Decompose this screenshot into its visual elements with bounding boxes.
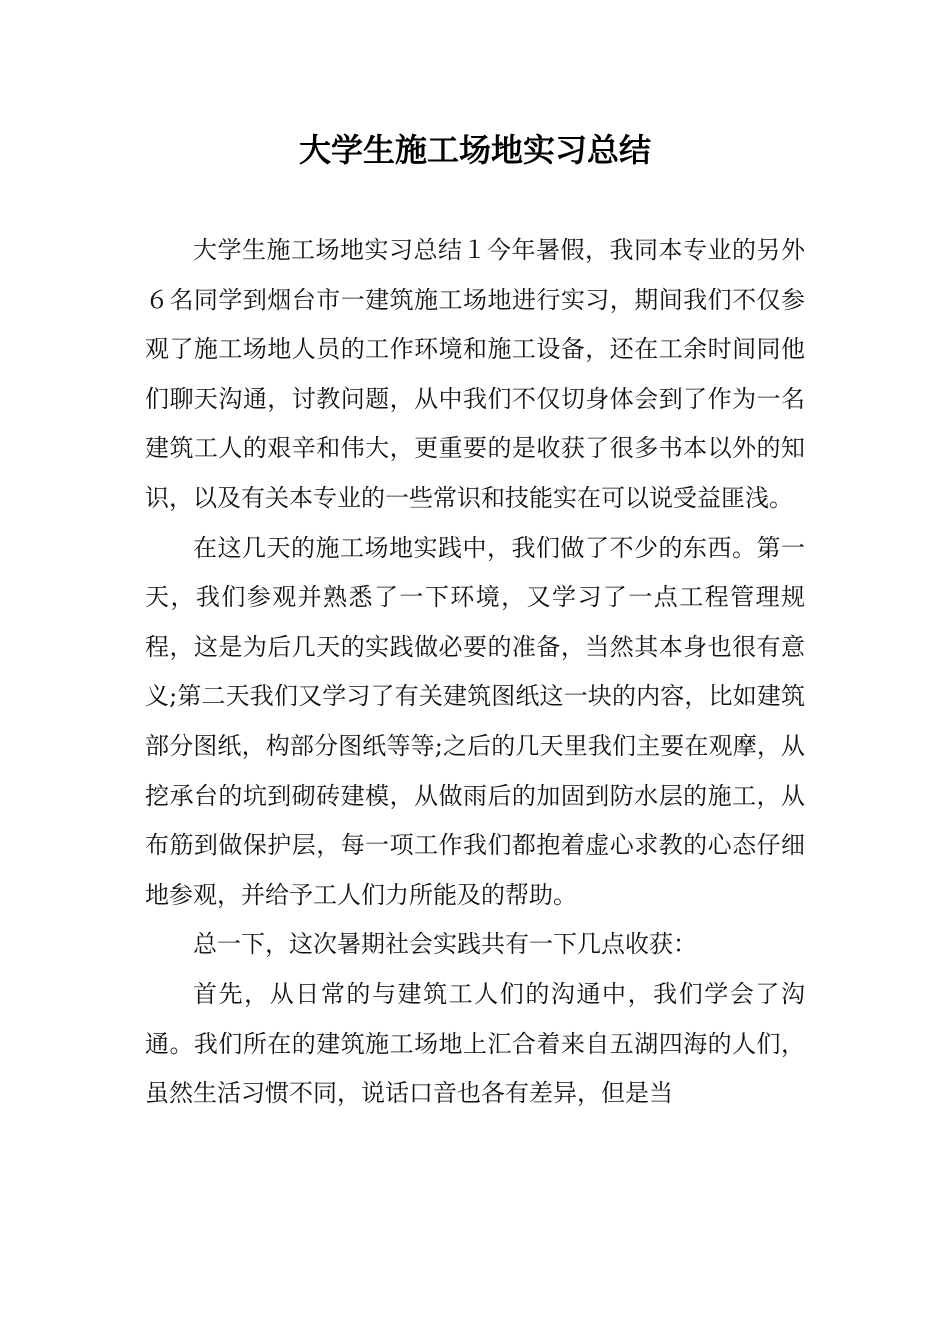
document-body xyxy=(145,226,805,1119)
paragraph-4: 首先，从日常的与建筑工人们的沟通中，我们学会了沟通。我们所在的建筑施工场地上汇合着来自五湖四海的人们，虽然生活习惯不同，说话口音也各有差异，但是当 xyxy=(145,979,805,1108)
document-title: 大学生施工场地实习总结 xyxy=(298,131,651,169)
paragraph-2: 在这几天的施工场地实践中，我们做了不少的东西。第一天，我们参观并熟悉了一下环境，又学习了一点工程管理规程，这是为后几天的实践做必要的准备，当然其本身也很有意义;第二天我们又学习了有关建筑图纸这一块的内容，比如建筑部分图纸，构部分图纸等等;之后的几天里我们主要在观摩，从挖承台的坑到砌砖建模，从做雨后的加固到防水层的施工，从布筋到做保护层，每一项工作我们都抱着虚心求教的心态仔细地参观，并给予工人们力所能及的帮助。 xyxy=(145,533,805,909)
paragraph-1: 大学生施工场地实习总结１今年暑假，我同本专业的另外６名同学到烟台市一建筑施工场地进行实习，期间我们不仅参观了施工场地人员的工作环境和施工设备，还在工余时间同他们聊天沟通，讨教问题，从中我们不仅切身体会到了作为一名建筑工人的艰辛和伟大，更重要的是收获了很多书本以外的知识，以及有关本专业的一些常识和技能实在可以说受益匪浅。 xyxy=(145,236,805,512)
paragraph-3: 总一下，这次暑期社会实践共有一下几点收获： xyxy=(193,930,697,959)
